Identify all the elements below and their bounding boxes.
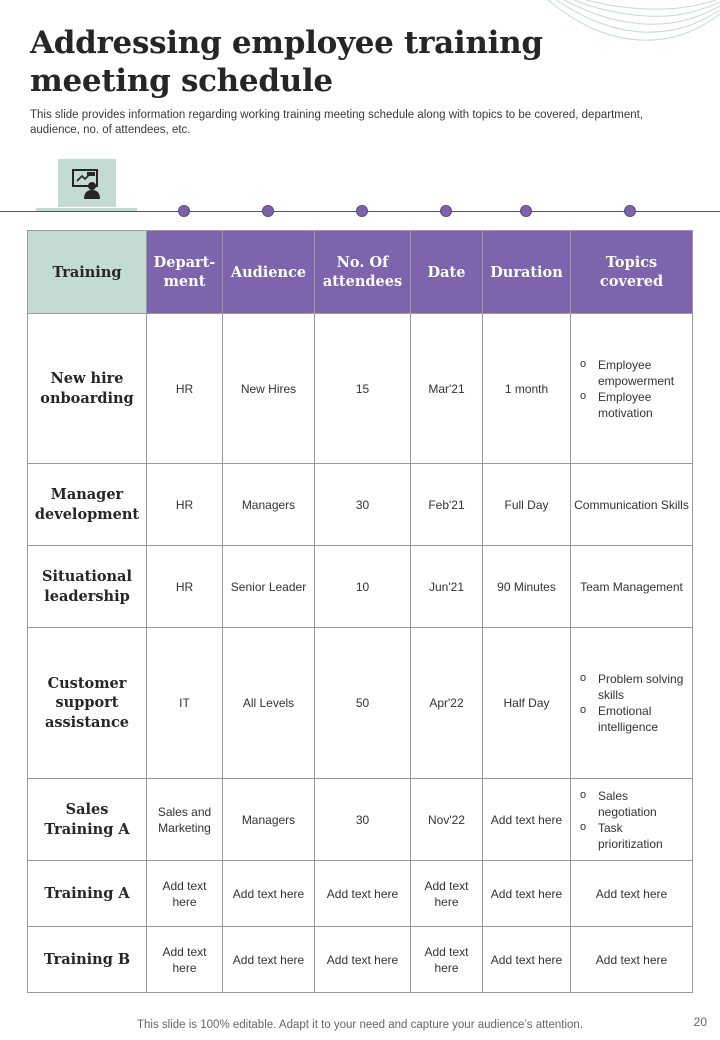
training-name: Sales Training A — [28, 779, 147, 861]
table-header-row — [28, 231, 693, 314]
date-cell: Add text here — [411, 861, 483, 927]
table-row — [28, 546, 693, 628]
date-cell: Apr'22 — [411, 628, 483, 779]
training-name: Training B — [28, 927, 147, 993]
schedule-table — [27, 230, 693, 993]
duration-cell: 1 month — [483, 314, 571, 464]
presentation-icon — [72, 169, 104, 199]
department-cell: IT — [147, 628, 223, 779]
timeline-dot — [262, 205, 274, 217]
header-attendees: No. Of attendees — [315, 231, 411, 314]
attendees-cell: 30 — [315, 779, 411, 861]
duration-cell: Add text here — [483, 927, 571, 993]
department-cell: HR — [147, 314, 223, 464]
audience-cell: Add text here — [223, 861, 315, 927]
date-cell: Jun'21 — [411, 546, 483, 628]
page-subtitle: This slide provides information regarding working training meeting schedule along with topics to be covered, department, audience, no. of attendees, etc. — [30, 109, 644, 136]
topic-item: o Employee empowerment — [578, 357, 689, 389]
topic-item: o Problem solving skills — [578, 671, 689, 703]
table-row — [28, 779, 693, 861]
audience-cell: Managers — [223, 464, 315, 546]
duration-cell: 90 Minutes — [483, 546, 571, 628]
training-name: Training A — [28, 861, 147, 927]
topic-item: o Employee motivation — [578, 389, 689, 421]
timeline-dot — [520, 205, 532, 217]
header-topics: Topics covered — [571, 231, 693, 314]
department-cell: HR — [147, 546, 223, 628]
duration-cell: Add text here — [483, 779, 571, 861]
attendees-cell: Add text here — [315, 927, 411, 993]
topics-cell — [571, 779, 693, 861]
table-row — [28, 464, 693, 546]
attendees-cell: 30 — [315, 464, 411, 546]
header-department: Depart- ment — [147, 231, 223, 314]
attendees-cell: 10 — [315, 546, 411, 628]
department-cell: Sales and Marketing — [147, 779, 223, 861]
topics-list — [574, 788, 689, 852]
footer-note: This slide is 100% editable. Adapt it to your need and capture your audience’s attention. — [136, 1019, 584, 1031]
icon-box — [58, 159, 116, 207]
date-cell: Add text here — [411, 927, 483, 993]
training-name: Manager development — [28, 464, 147, 546]
page-number: 20 — [693, 1015, 707, 1029]
topics-cell: Add text here — [571, 861, 693, 927]
timeline-dot — [178, 205, 190, 217]
audience-cell: Senior Leader — [223, 546, 315, 628]
audience-cell: Managers — [223, 779, 315, 861]
page-title: Addressing employee training meeting schedule — [30, 25, 543, 99]
topics-cell: Team Management — [571, 546, 693, 628]
date-cell: Feb'21 — [411, 464, 483, 546]
header-duration: Duration — [483, 231, 571, 314]
table-row — [28, 628, 693, 779]
duration-cell: Full Day — [483, 464, 571, 546]
audience-cell: All Levels — [223, 628, 315, 779]
topics-cell: Add text here — [571, 927, 693, 993]
timeline-dot — [356, 205, 368, 217]
table-row — [28, 861, 693, 927]
topic-item: o Sales negotiation — [578, 788, 689, 820]
topic-item: o Task prioritization — [578, 820, 689, 852]
date-cell: Mar'21 — [411, 314, 483, 464]
table-row — [28, 314, 693, 464]
training-name: Situational leadership — [28, 546, 147, 628]
training-name: New hire onboarding — [28, 314, 147, 464]
topics-list — [574, 671, 689, 735]
timeline-dot — [440, 205, 452, 217]
topics-cell — [571, 314, 693, 464]
audience-cell: New Hires — [223, 314, 315, 464]
duration-cell: Add text here — [483, 861, 571, 927]
attendees-cell: Add text here — [315, 861, 411, 927]
attendees-cell: 50 — [315, 628, 411, 779]
table-row — [28, 927, 693, 993]
duration-cell: Half Day — [483, 628, 571, 779]
training-name: Customer support assistance — [28, 628, 147, 779]
department-cell: HR — [147, 464, 223, 546]
topics-cell: Communication Skills — [571, 464, 693, 546]
timeline-dot — [624, 205, 636, 217]
department-cell: Add text here — [147, 861, 223, 927]
attendees-cell: 15 — [315, 314, 411, 464]
topic-item: o Emotional intelligence — [578, 703, 689, 735]
header-audience: Audience — [223, 231, 315, 314]
header-date: Date — [411, 231, 483, 314]
department-cell: Add text here — [147, 927, 223, 993]
topics-cell — [571, 628, 693, 779]
audience-cell: Add text here — [223, 927, 315, 993]
date-cell: Nov'22 — [411, 779, 483, 861]
topics-list — [574, 357, 689, 421]
header-training: Training — [28, 231, 147, 314]
